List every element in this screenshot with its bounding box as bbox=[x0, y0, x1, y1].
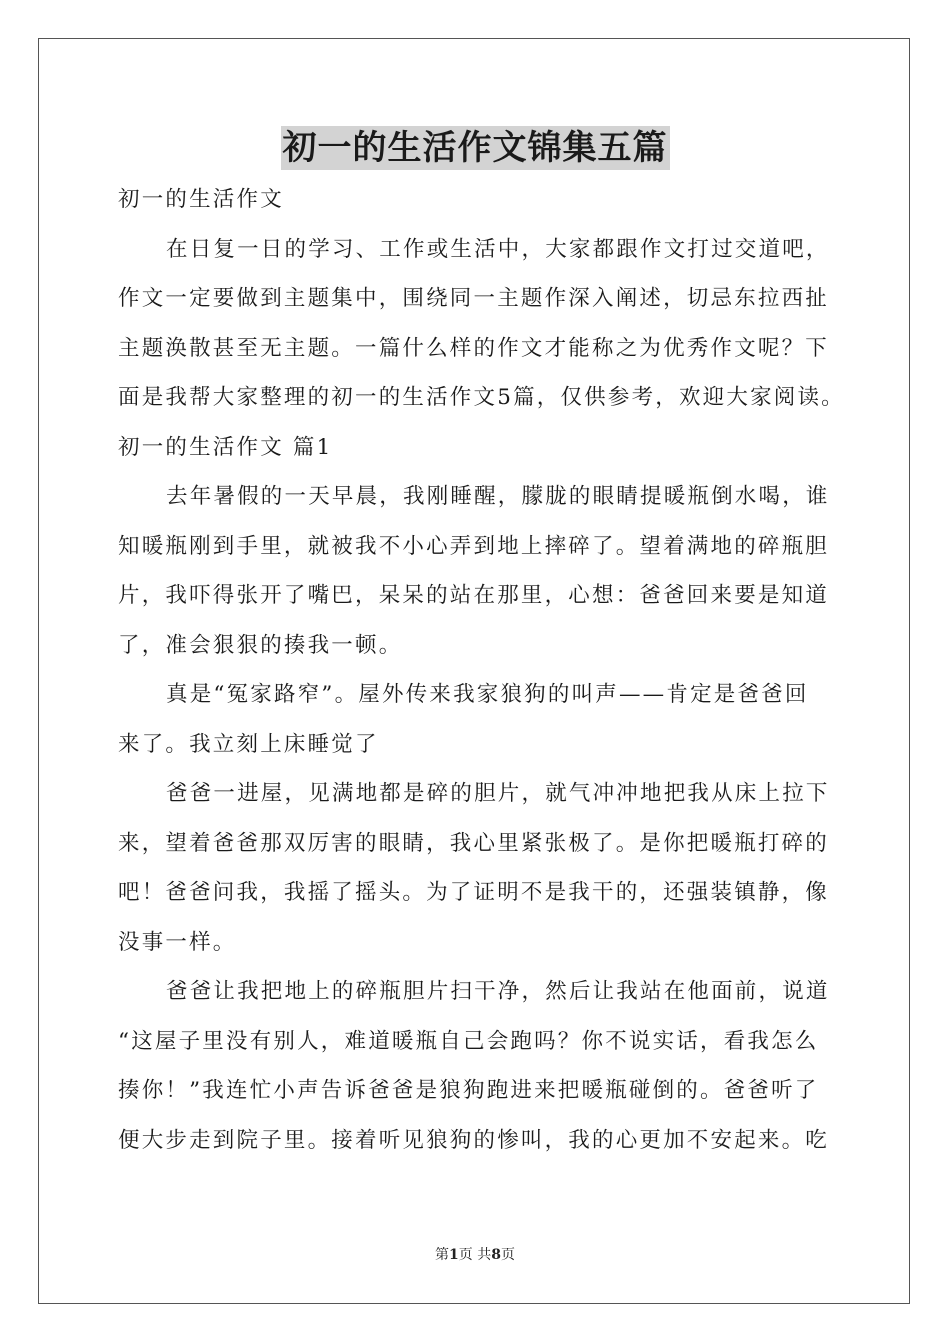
text-line: 了，准会狠狠的揍我一顿。 bbox=[118, 632, 403, 658]
text-line: 在日复一日的学习、工作或生活中，大家都跟作文打过交道吧， bbox=[166, 236, 830, 262]
title-container bbox=[0, 126, 950, 170]
text-line: 片，我吓得张开了嘴巴，呆呆的站在那里，心想：爸爸回来要是知道 bbox=[118, 583, 830, 608]
text-line: 面是我帮大家整理的初一的生活作文5篇，仅供参考，欢迎大家阅读。 bbox=[118, 385, 845, 410]
text-line: 便大步走到院子里。接着听见狼狗的惨叫，我的心更加不安起来。吃 bbox=[118, 1127, 830, 1153]
footer-middle: 页 共 bbox=[458, 1247, 492, 1263]
text-line: 真是“冤家路窄”。屋外传来我家狼狗的叫声——肯定是爸爸回 bbox=[166, 682, 809, 707]
text-line: 初一的生活作文 篇1 bbox=[118, 434, 333, 460]
document-title: 初一的生活作文锦集五篇 bbox=[282, 128, 668, 168]
text-line: 去年暑假的一天早晨，我刚睡醒，朦胧的眼睛提暖瓶倒水喝，谁 bbox=[166, 484, 830, 509]
text-line: 爸爸一进屋，见满地都是碎的胆片，就气冲冲地把我从床上拉下 bbox=[166, 781, 830, 806]
document-body bbox=[118, 175, 848, 1165]
text-line: 没事一样。 bbox=[118, 929, 237, 955]
text-line: 吧！爸爸问我，我摇了摇头。为了证明不是我干的，还强装镇静，像 bbox=[118, 880, 830, 905]
text-line: 初一的生活作文 bbox=[118, 187, 284, 212]
text-line: 知暖瓶刚到手里，就被我不小心弄到地上摔碎了。望着满地的碎瓶胆 bbox=[118, 533, 830, 559]
text-line: 揍你！”我连忙小声告诉爸爸是狼狗跑进来把暖瓶碰倒的。爸爸听了 bbox=[118, 1078, 819, 1103]
page-footer bbox=[0, 1244, 950, 1264]
text-line: “这屋子里没有别人，难道暖瓶自己会跑吗？你不说实话，看我怎么 bbox=[118, 1028, 819, 1054]
text-line: 主题涣散甚至无主题。一篇什么样的作文才能称之为优秀作文呢？下 bbox=[118, 335, 830, 361]
footer-prefix: 第 bbox=[435, 1247, 450, 1263]
footer-page-number: 1 bbox=[449, 1247, 459, 1263]
text-line: 作文一定要做到主题集中，围绕同一主题作深入阐述，切忌东拉西扯 bbox=[118, 286, 830, 311]
text-line: 来，望着爸爸那双厉害的眼睛，我心里紧张极了。是你把暖瓶打碎的 bbox=[118, 830, 830, 856]
footer-total-pages: 8 bbox=[491, 1247, 501, 1263]
text-line: 来了。我立刻上床睡觉了 bbox=[118, 731, 379, 757]
footer-suffix: 页 bbox=[500, 1247, 515, 1263]
text-line: 爸爸让我把地上的碎瓶胆片扫干净，然后让我站在他面前，说道 bbox=[166, 979, 830, 1004]
